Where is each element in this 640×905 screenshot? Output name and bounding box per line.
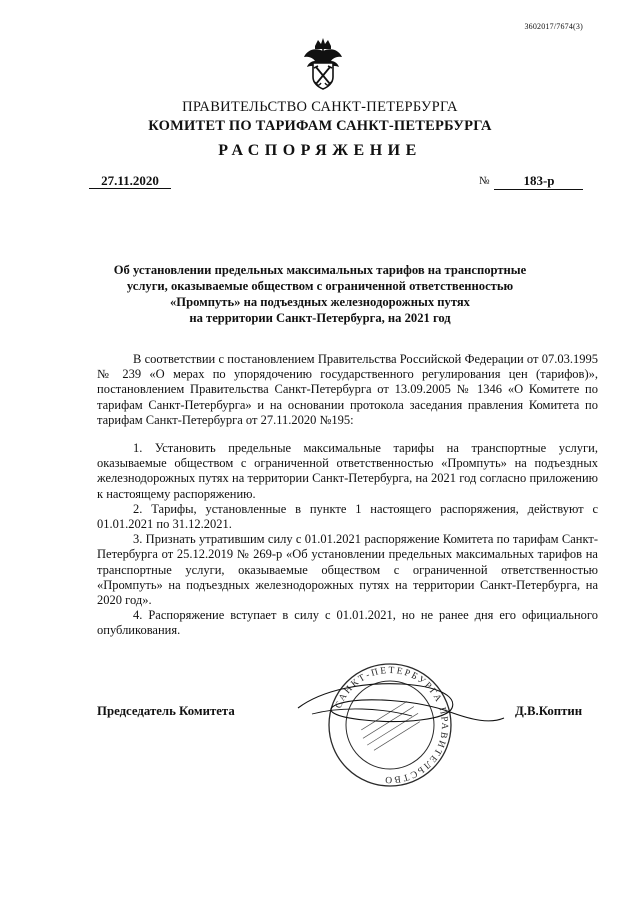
signer-position: Председатель Комитета [97, 704, 235, 718]
heading-line: Об установлении предельных максимальных тарифов на транспортные [113, 263, 527, 277]
government-title: ПРАВИТЕЛЬСТВО САНКТ-ПЕТЕРБУРГА [182, 99, 458, 115]
document-type-title: РАСПОРЯЖЕНИЕ [218, 142, 422, 159]
number-sign: № [479, 175, 490, 187]
document-body [97, 352, 598, 639]
clause-1: 1. Установить предельные максимальные тарифы на транспортные услуги, оказываемые обществом с ограниченной ответственностью «Промпуть» на подъездных железнодорожных путях на территории Санкт-Петербурга, на 2021 год согласно приложению к настоящему распоряжению. [97, 441, 598, 501]
heading-line: на территории Санкт-Петербурга, на 2021 год [189, 311, 451, 325]
order-date: 27.11.2020 [89, 173, 171, 189]
number-underline [494, 189, 583, 190]
preamble-paragraph: В соответствии с постановлением Правительства Российской Федерации от 07.03.1995 № 239 «О мерах по упорядочению государственного регулирования цен (тарифов)», постановлением Правительства Санкт-Петербурга от 13.09.2005 № 1346 «О Комитете по тарифам Санкт-Петербурга» и на основании протокола заседания правления Комитета по тарифам Санкт-Петербурга от 27.11.2020 №195: [97, 352, 598, 427]
clause-4: 4. Распоряжение вступает в силу с 01.01.2021, но не ранее дня его официального опубликования. [97, 608, 598, 638]
order-number: 183-р [523, 173, 555, 188]
committee-title: КОМИТЕТ ПО ТАРИФАМ САНКТ-ПЕТЕРБУРГА [148, 118, 492, 134]
handwritten-signature [252, 668, 512, 746]
heading-line: услуги, оказываемые обществом с ограниченной ответственностью [126, 279, 514, 293]
order-number-field [479, 174, 583, 190]
clause-3: 3. Признать утратившим силу с 01.01.2021 распоряжение Комитета по тарифам Санкт-Петербурга от 25.12.2019 № 269-р «Об установлении предельных максимальных тарифов на транспортные услуги, оказываемые обществом с ограниченной ответственностью «Промпуть» на подъездных железнодорожных путях на территории Санкт-Петербурга, на 2020 год». [97, 532, 598, 608]
stamp-text: САНКТ-ПЕТЕРБУРГА ПРАВИТЕЛЬСТВО [333, 665, 450, 785]
document-registration-number: 3602017/7674(3) [524, 22, 583, 31]
spb-coat-of-arms-icon [301, 37, 345, 91]
signer-name: Д.В.Коптин [515, 704, 583, 718]
document-heading [100, 262, 540, 326]
heading-line: «Промпуть» на подъездных железнодорожных путях [170, 295, 470, 309]
clause-2: 2. Тарифы, установленные в пункте 1 настоящего распоряжения, действуют с 01.01.2021 по 31.12.2021. [97, 501, 598, 532]
